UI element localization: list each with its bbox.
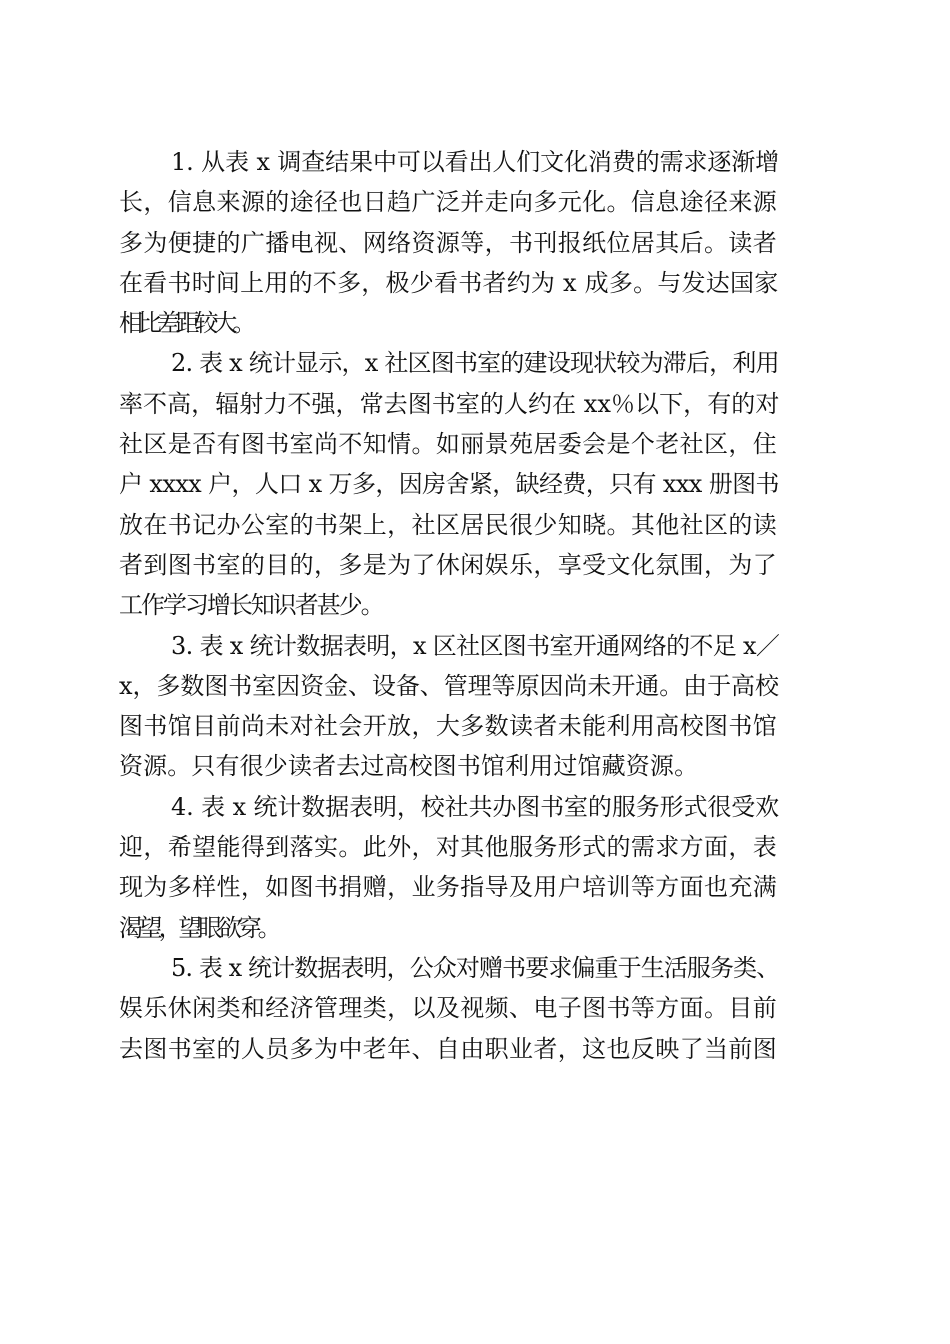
- text-line: 者到图书室的目的，多是为了休闲娱乐，享受文化氛围，为了: [119, 550, 778, 579]
- paragraph-1: [119, 142, 831, 343]
- text-line: 现为多样性，如图书捐赠，业务指导及用户培训等方面也充满: [119, 873, 778, 902]
- paragraph-3: [119, 626, 831, 787]
- text-line: 率不高，辐射力不强，常去图书室的人约在 xx％以下，有的对: [119, 389, 780, 418]
- text-line: 迎，希望能得到落实。此外，对其他服务形式的需求方面，表: [119, 833, 778, 862]
- text-line: 娱乐休闲类和经济管理类，以及视频、电子图书等方面。目前: [119, 994, 778, 1023]
- text-line: 图书馆目前尚未对社会开放，大多数读者未能利用高校图书馆: [119, 712, 778, 741]
- paragraph-4: [119, 787, 831, 948]
- text-line: 工作学习增长知识者甚少。: [119, 591, 383, 620]
- text-line: 去图书室的人员多为中老年、自由职业者，这也反映了当前图: [119, 1034, 778, 1063]
- text-line: 资源。只有很少读者去过高校图书馆利用过馆藏资源。: [119, 752, 699, 781]
- text-line: 放在书记办公室的书架上，社区居民很少知晓。其他社区的读: [119, 510, 778, 539]
- text-line: 多为便捷的广播电视、网络资源等，书刊报纸位居其后。读者: [119, 228, 778, 257]
- paragraph-2: [119, 343, 831, 625]
- text-line: 社区是否有图书室尚不知情。如丽景苑居委会是个老社区，住: [119, 430, 778, 459]
- text-line: 4. 表 x 统计数据表明，校社共办图书室的服务形式很受欢: [171, 792, 780, 821]
- paragraph-5: [119, 948, 831, 1069]
- text-line: 渴望，望眼欲穿。: [119, 913, 278, 942]
- text-line: 2. 表 x 统计显示，x 社区图书室的建设现状较为滞后，利用: [171, 349, 779, 378]
- document-body: [119, 142, 831, 1069]
- text-line: x，多数图书室因资金、设备、管理等原因尚未开通。由于高校: [119, 671, 779, 700]
- text-line: 5. 表 x 统计数据表明，公众对赠书要求偏重于生活服务类、: [171, 953, 780, 982]
- text-line: 相比差距较大。: [119, 309, 252, 338]
- text-line: 在看书时间上用的不多，极少看书者约为 x 成多。与发达国家: [119, 268, 779, 297]
- text-line: 3. 表 x 统计数据表明，x 区社区图书室开通网络的不足 x／: [171, 631, 780, 660]
- text-line: 1. 从表 x 调查结果中可以看出人们文化消费的需求逐渐增: [171, 148, 780, 176]
- text-line: 户 xxxx 户，人口 x 万多，因房舍紧，缺经费，只有 xxx 册图书: [119, 470, 779, 499]
- text-line: 长，信息来源的途径也日趋广泛并走向多元化。信息途径来源: [119, 188, 778, 217]
